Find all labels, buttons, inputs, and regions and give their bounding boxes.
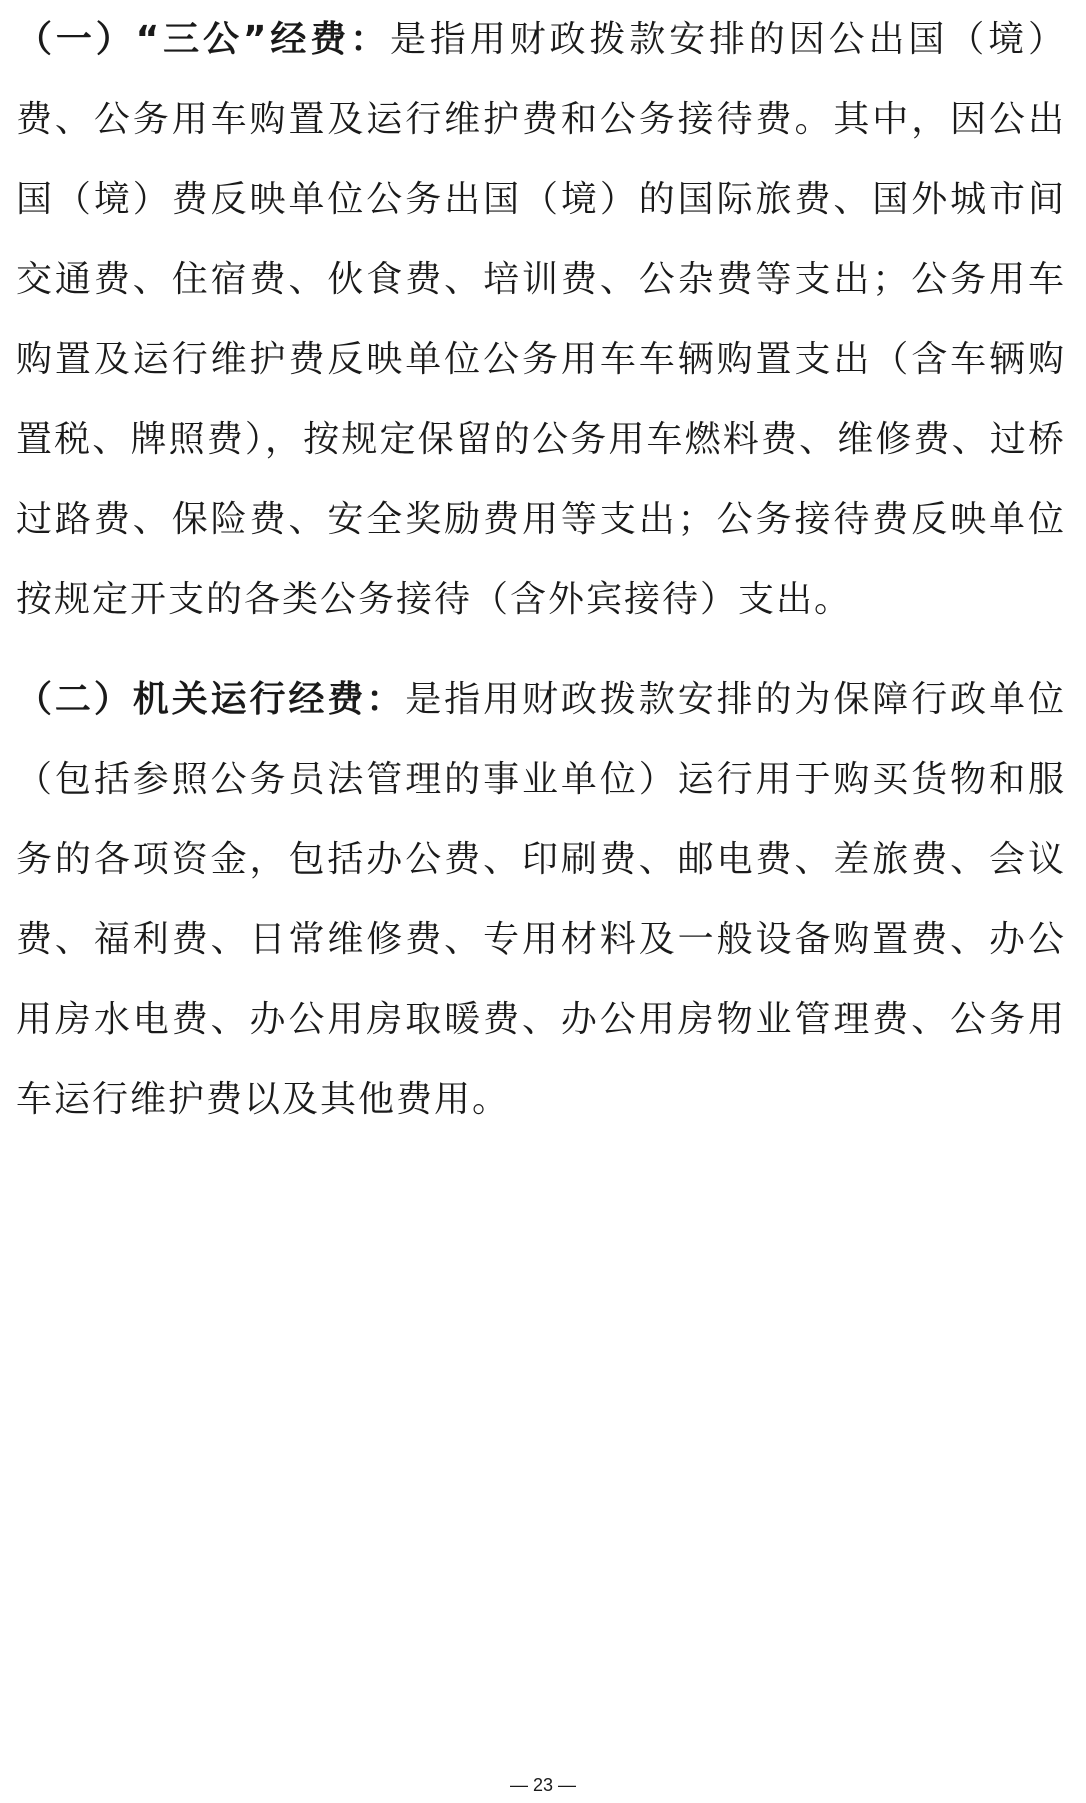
- section-body-agency-operating: 是指用财政拨款安排的为保障行政单位（包括参照公务员法管理的事业单位）运行用于购买货物和服务的各项资金，包括办公费、印刷费、邮电费、差旅费、会议费、福利费、日常维修费、专用材料及一般设备购置费、办公用房水电费、办公用房取暖费、办公用房物业管理费、公务用车运行维护费以及其他费用。: [16, 679, 1066, 1120]
- page-number: — 23 —: [509, 1775, 577, 1795]
- section-heading-three-public: （一）“三公”经费：: [16, 19, 391, 60]
- section-three-public-expenses: [16, 0, 1066, 640]
- document-page: [16, 0, 1066, 1803]
- section-body-three-public: 是指用财政拨款安排的因公出国（境）费、公务用车购置及运行维护费和公务接待费。其中，因公出国（境）费反映单位公务出国（境）的国际旅费、国外城市间交通费、住宿费、伙食费、培训费、公杂费等支出；公务用车购置及运行维护费反映单位公务用车车辆购置支出（含车辆购置税、牌照费），按规定保留的公务用车燃料费、维修费、过桥过路费、保险费、安全奖励费用等支出；公务接待费反映单位按规定开支的各类公务接待（含外宾接待）支出。: [16, 19, 1066, 620]
- section-heading-agency-operating: （二）机关运行经费：: [16, 679, 406, 720]
- section-agency-operating-expenses: [16, 660, 1066, 1140]
